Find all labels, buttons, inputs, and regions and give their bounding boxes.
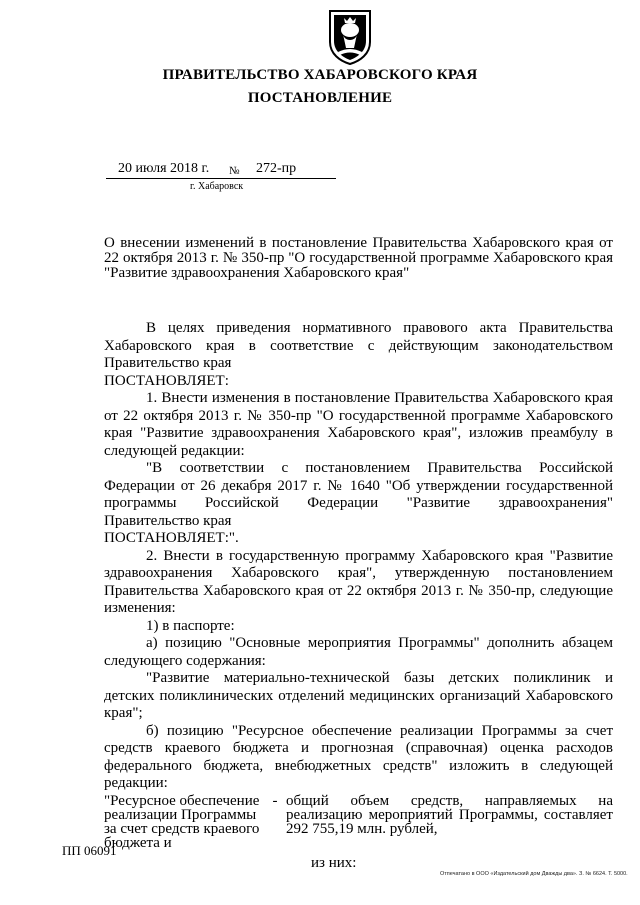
paragraph-1: 1. Внести изменения в постановление Правительства Хабаровского края от 22 октября 2013 г. № 350-пр "О государственной программе Хабаровского края "Развитие здравоохранения Хабаровского края", изложив преамбулу в следующей редакции: <box>104 390 613 459</box>
document-number: 272-пр <box>256 161 297 176</box>
document-subject: О внесении изменений в постановление Правительства Хабаровского края от 22 октября 2013 г. № 350-пр "О государственной программе Хабаровского края "Развитие здравоохранения Хабаровского края" <box>104 235 613 281</box>
paragraph-2-1a: а) позицию "Основные мероприятия Программы" дополнить абзацем следующего содержания: <box>104 635 613 669</box>
document-body <box>104 320 613 872</box>
document-code: ПП 06091 <box>62 843 117 858</box>
resource-table-right: общий объем средств, направляемых на реализацию мероприятий Программы, составляет 292 755,19 млн. рублей, <box>286 792 613 837</box>
resource-table-continuation: из них: <box>311 854 357 871</box>
document-date: 20 июля 2018 г. <box>118 161 210 176</box>
coat-of-arms-icon <box>326 8 374 66</box>
paragraph-1-quote: "В соответствии с постановлением Правительства Российской Федерации от 26 декабря 2017 г. № 1640 "Об утверждении государственной программы Российской Федерации "Развитие здравоохранения" Правительство края <box>104 460 613 529</box>
date-number-line <box>106 161 336 179</box>
document-city: г. Хабаровск <box>190 181 244 192</box>
decrees-heading: ПОСТАНОВЛЯЕТ: <box>104 372 229 389</box>
date-underline <box>106 178 336 179</box>
resource-table-row <box>104 794 613 850</box>
paragraph-2-1a-quote: "Развитие материально-технической базы детских поликлиник и детских поликлинических отделений медицинских организаций Хабаровского края"; <box>104 670 613 721</box>
resource-table-dash: - <box>272 792 278 809</box>
paragraph-2-1b: б) позицию "Ресурсное обеспечение реализации Программы за счет средств краевого бюджета и прогнозная (справочная) оценка расходов федерального бюджета, внебюджетных средств" изложить в следующей редакции: <box>104 722 613 791</box>
document-type: ПОСТАНОВЛЕНИЕ <box>247 90 393 106</box>
print-note: Отпечатано в ООО «Издательский дом Дважды два». З. № 6624. Т. 5000. <box>440 871 628 877</box>
paragraph-2: 2. Внести в государственную программу Хабаровского края "Развитие здравоохранения Хабаровского края", утвержденную постановлением Правительства Хабаровского края от 22 октября 2013 г. № 350-пр, следующие изменения: <box>104 547 613 616</box>
number-sign: № <box>229 165 240 177</box>
paragraph-1-quote-end: ПОСТАНОВЛЯЕТ:". <box>104 530 239 546</box>
resource-table-left: "Ресурсное обеспечение реализации Программы за счет средств краевого бюджета и <box>104 792 260 851</box>
intro-paragraph: В целях приведения нормативного правового акта Правительства Хабаровского края в соответствие с действующим законодательством Правительство края <box>104 320 613 371</box>
paragraph-2-1: 1) в паспорте: <box>146 617 235 634</box>
government-title: ПРАВИТЕЛЬСТВО ХАБАРОВСКОГО КРАЯ <box>162 67 478 83</box>
